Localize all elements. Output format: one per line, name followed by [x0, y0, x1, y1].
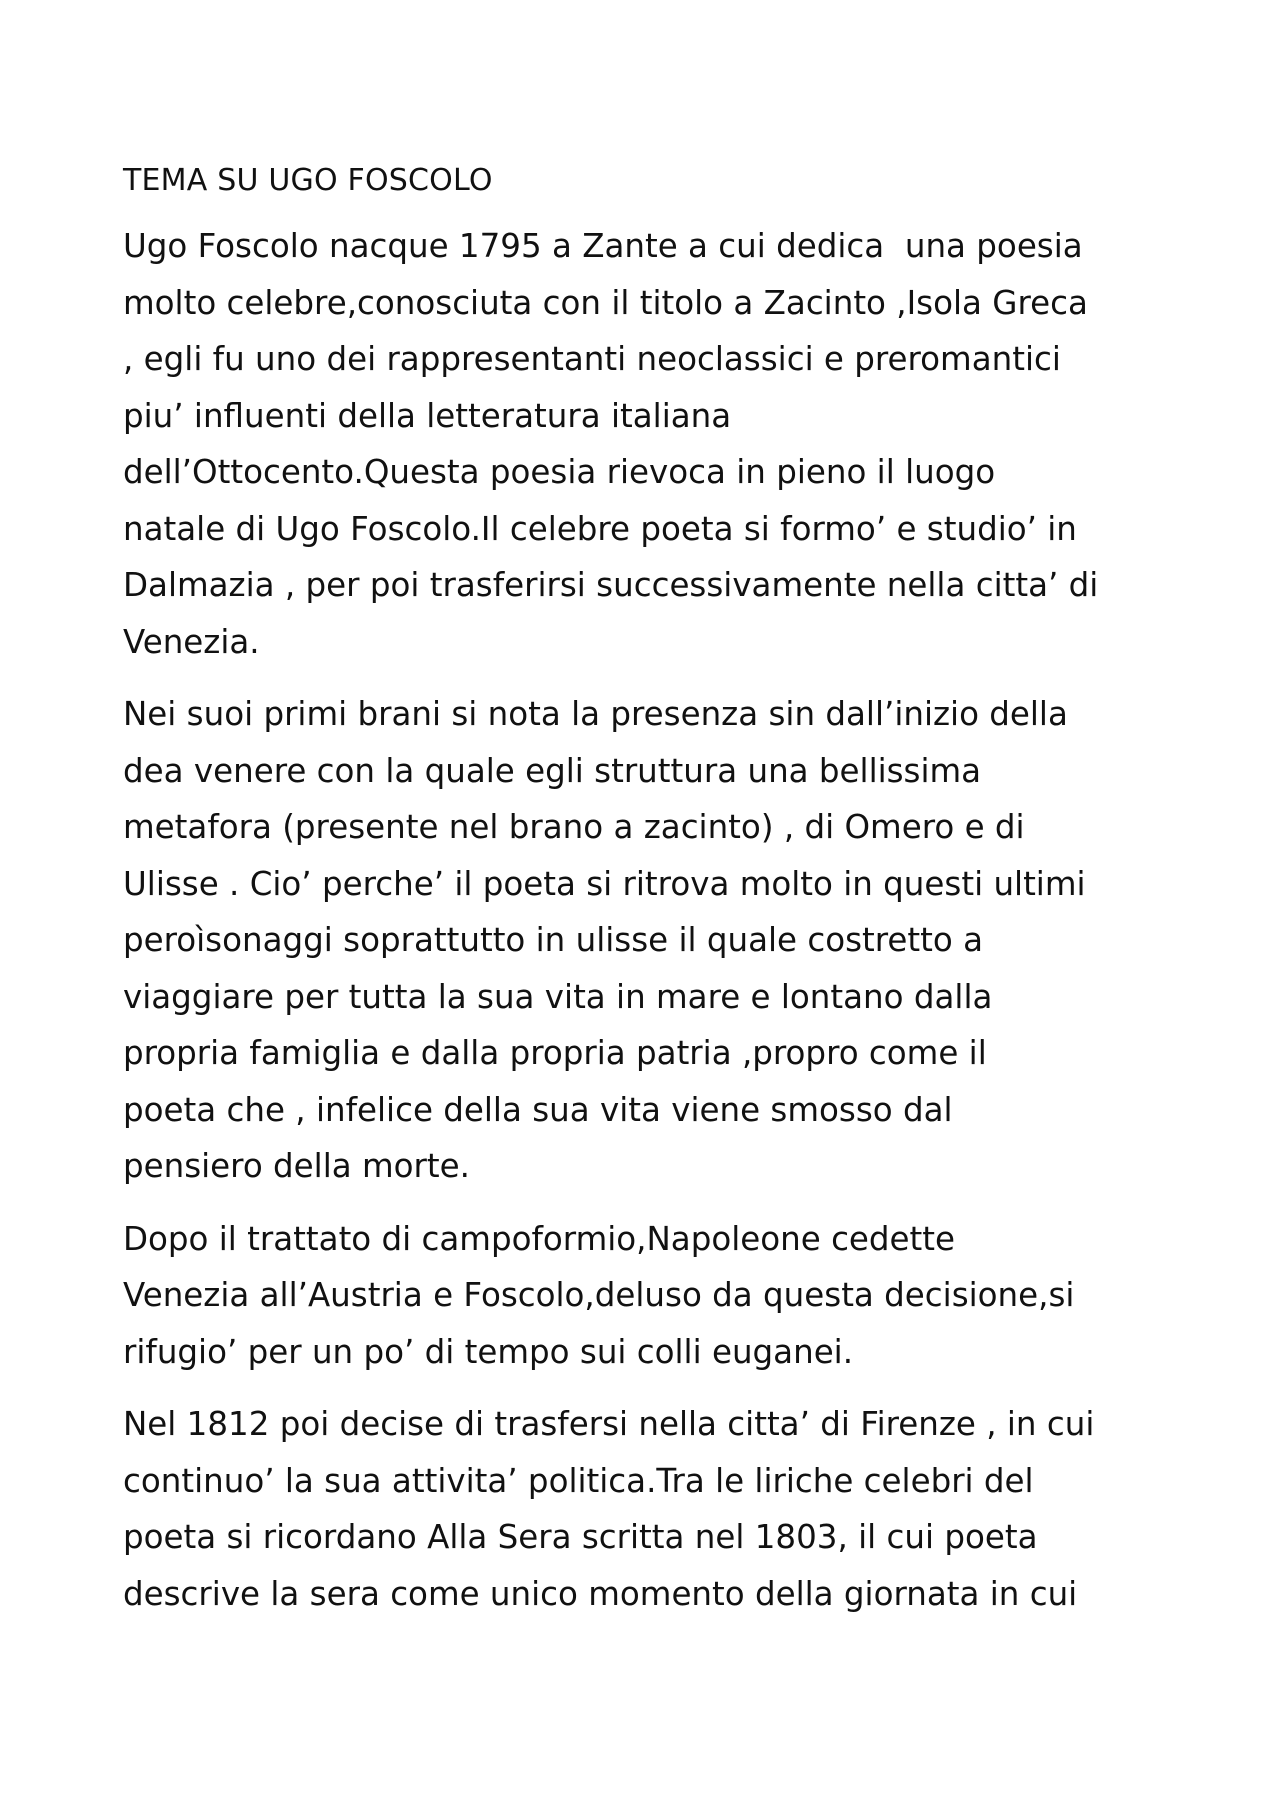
paragraph-line: descrive la sera come unico momento della giornata in cui: [123, 1574, 1078, 1613]
paragraph-line: propria famiglia e dalla propria patria ,propro come il: [123, 1034, 987, 1072]
paragraph-line: pensiero della morte.: [123, 1147, 470, 1185]
paragraph-line: dea venere con la quale egli struttura una bellissima: [123, 751, 982, 790]
paragraph-line: Dopo il trattato di campoformio,Napoleone cedette: [123, 1219, 956, 1258]
paragraph-line: piu’ influenti della letteratura italiana: [123, 396, 732, 435]
paragraph-line: natale di Ugo Foscolo.Il celebre poeta si formo’ e studio’ in: [123, 509, 1077, 548]
paragraph-line: metafora (presente nel brano a zacinto) , di Omero e di: [123, 808, 1025, 846]
paragraph-line: dell’Ottocento.Questa poesia rievoca in pieno il luogo: [123, 453, 996, 491]
paragraph-line: , egli fu uno dei rappresentanti neoclassici e preromantici: [123, 340, 1061, 378]
paragraph-line: Nei suoi primi brani si nota la presenza sin dall’inizio della: [123, 695, 1068, 733]
paragraph-line: poeta che , infelice della sua vita viene smosso dal: [123, 1090, 953, 1129]
paragraph-3: [123, 1211, 1180, 1381]
paragraph-line: Ulisse . Cio’ perche’ il poeta si ritrova molto in questi ultimi: [123, 864, 1086, 903]
paragraph-line: Dalmazia , per poi trasferirsi successivamente nella citta’ di: [123, 566, 1099, 604]
paragraph-line: molto celebre,conosciuta con il titolo a Zacinto ,Isola Greca: [123, 283, 1088, 322]
paragraph-line: Nel 1812 poi decise di trasfersi nella citta’ di Firenze , in cui: [123, 1405, 1095, 1443]
paragraph-line: peroìsonaggi soprattutto in ulisse il quale costretto a: [123, 921, 984, 959]
paragraph-line: viaggiare per tutta la sua vita in mare e lontano dalla: [123, 977, 993, 1016]
paragraph-line: continuo’ la sua attivita’ politica.Tra le liriche celebri del: [123, 1461, 1034, 1500]
paragraph-line: Ugo Foscolo nacque 1795 a Zante a cui dedica una poesia: [123, 227, 1083, 265]
paragraph-4: [123, 1396, 1180, 1622]
paragraph-line: poeta si ricordano Alla Sera scritta nel 1803, il cui poeta: [123, 1518, 1038, 1556]
paragraph-1: [123, 218, 1180, 670]
paragraph-line: Venezia all’Austria e Foscolo,deluso da questa decisione,si: [123, 1276, 1075, 1314]
paragraph-line: rifugio’ per un po’ di tempo sui colli euganei.: [123, 1332, 854, 1371]
document-title: TEMA SU UGO FOSCOLO: [123, 163, 493, 198]
paragraph-2: [123, 686, 1180, 1195]
paragraph-line: Venezia.: [123, 622, 260, 661]
